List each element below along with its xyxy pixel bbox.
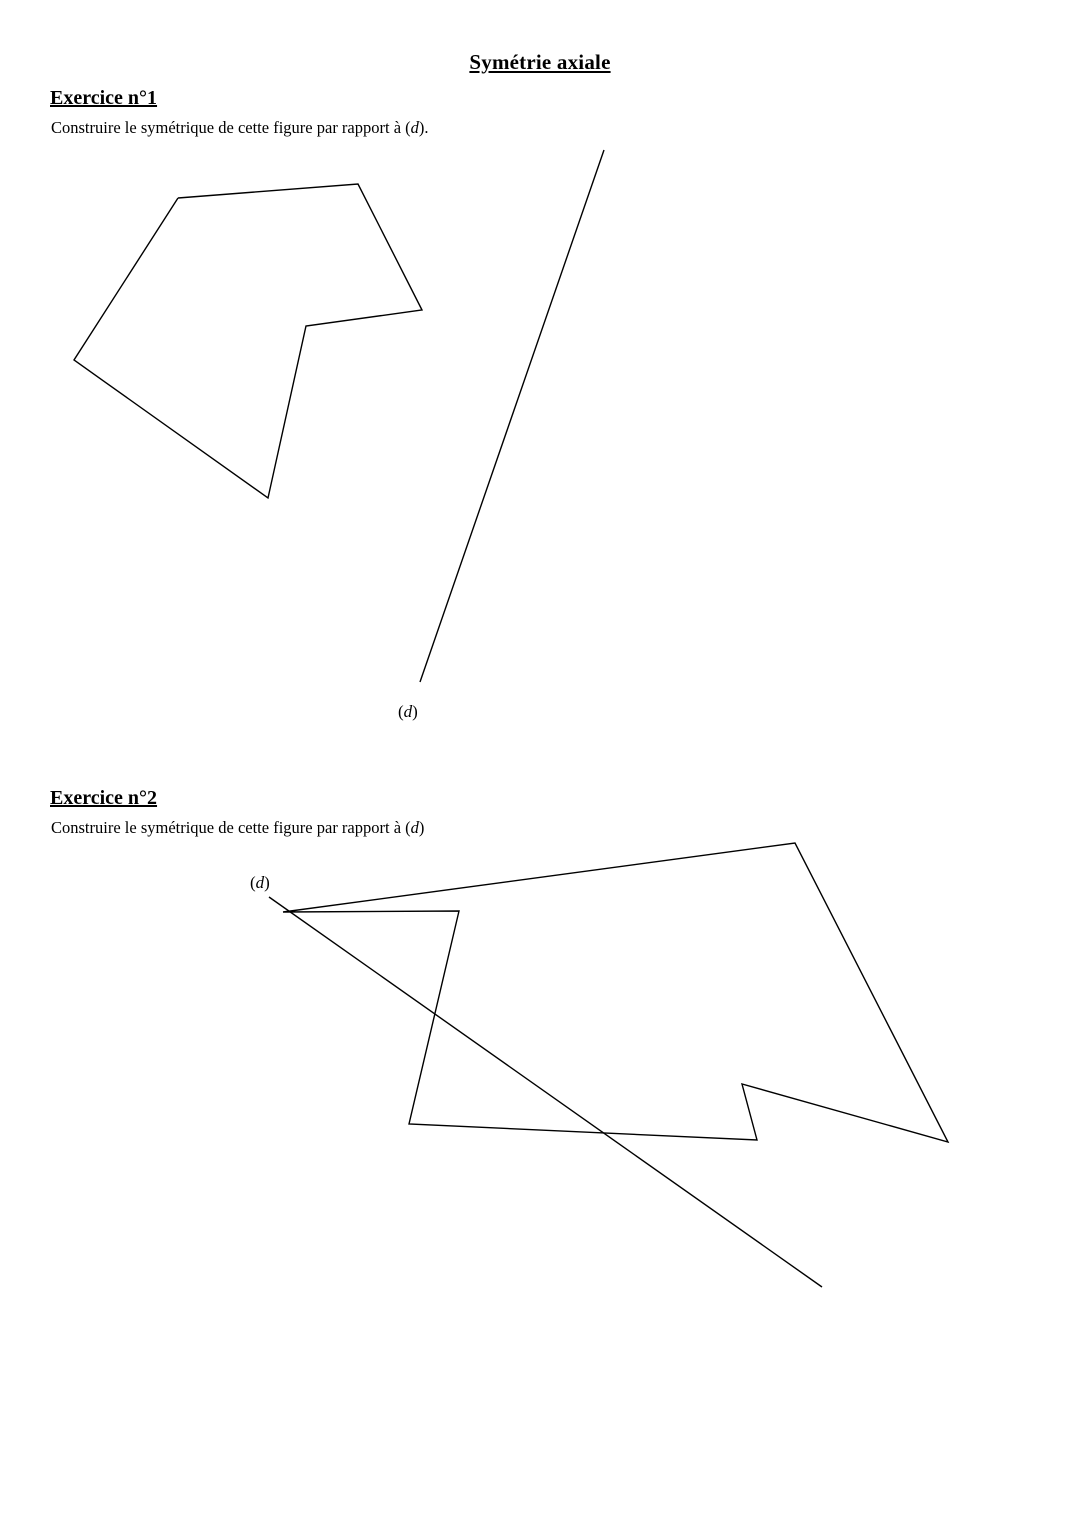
label-close-paren: ) — [264, 873, 270, 892]
label-letter: d — [403, 702, 413, 721]
exercise-2-svg — [0, 820, 1080, 1340]
exercise-1-instruction-italic: d — [410, 118, 419, 137]
figure-2-axis-line — [269, 897, 822, 1287]
exercise-2-line-label — [250, 873, 270, 893]
figure-2-polygon — [283, 843, 948, 1142]
exercise-1-instruction-prefix: Construire le symétrique de cette figure par rapport à ( — [51, 118, 411, 137]
exercise-1-instruction-suffix: ). — [418, 118, 429, 137]
exercise-2-heading: Exercice n°2 — [50, 787, 158, 809]
exercise-1-heading: Exercice n°1 — [50, 87, 158, 109]
figure-1-axis-line — [420, 150, 604, 682]
label-open-paren: ( — [398, 702, 404, 721]
exercise-1-figure — [0, 130, 1080, 750]
exercise-2-figure — [0, 820, 1080, 1340]
label-open-paren: ( — [250, 873, 256, 892]
exercise-2-instruction-prefix: Construire le symétrique de cette figure par rapport à ( — [51, 818, 411, 837]
exercise-1-svg — [0, 130, 1080, 750]
exercise-2-instruction-suffix: ) — [418, 818, 425, 837]
exercise-2-instruction-italic: d — [410, 818, 419, 837]
exercise-1-line-label — [398, 702, 418, 722]
figure-1-polygon — [74, 184, 422, 498]
label-letter: d — [255, 873, 265, 892]
page-title: Symétrie axiale — [469, 50, 611, 74]
label-close-paren: ) — [412, 702, 418, 721]
